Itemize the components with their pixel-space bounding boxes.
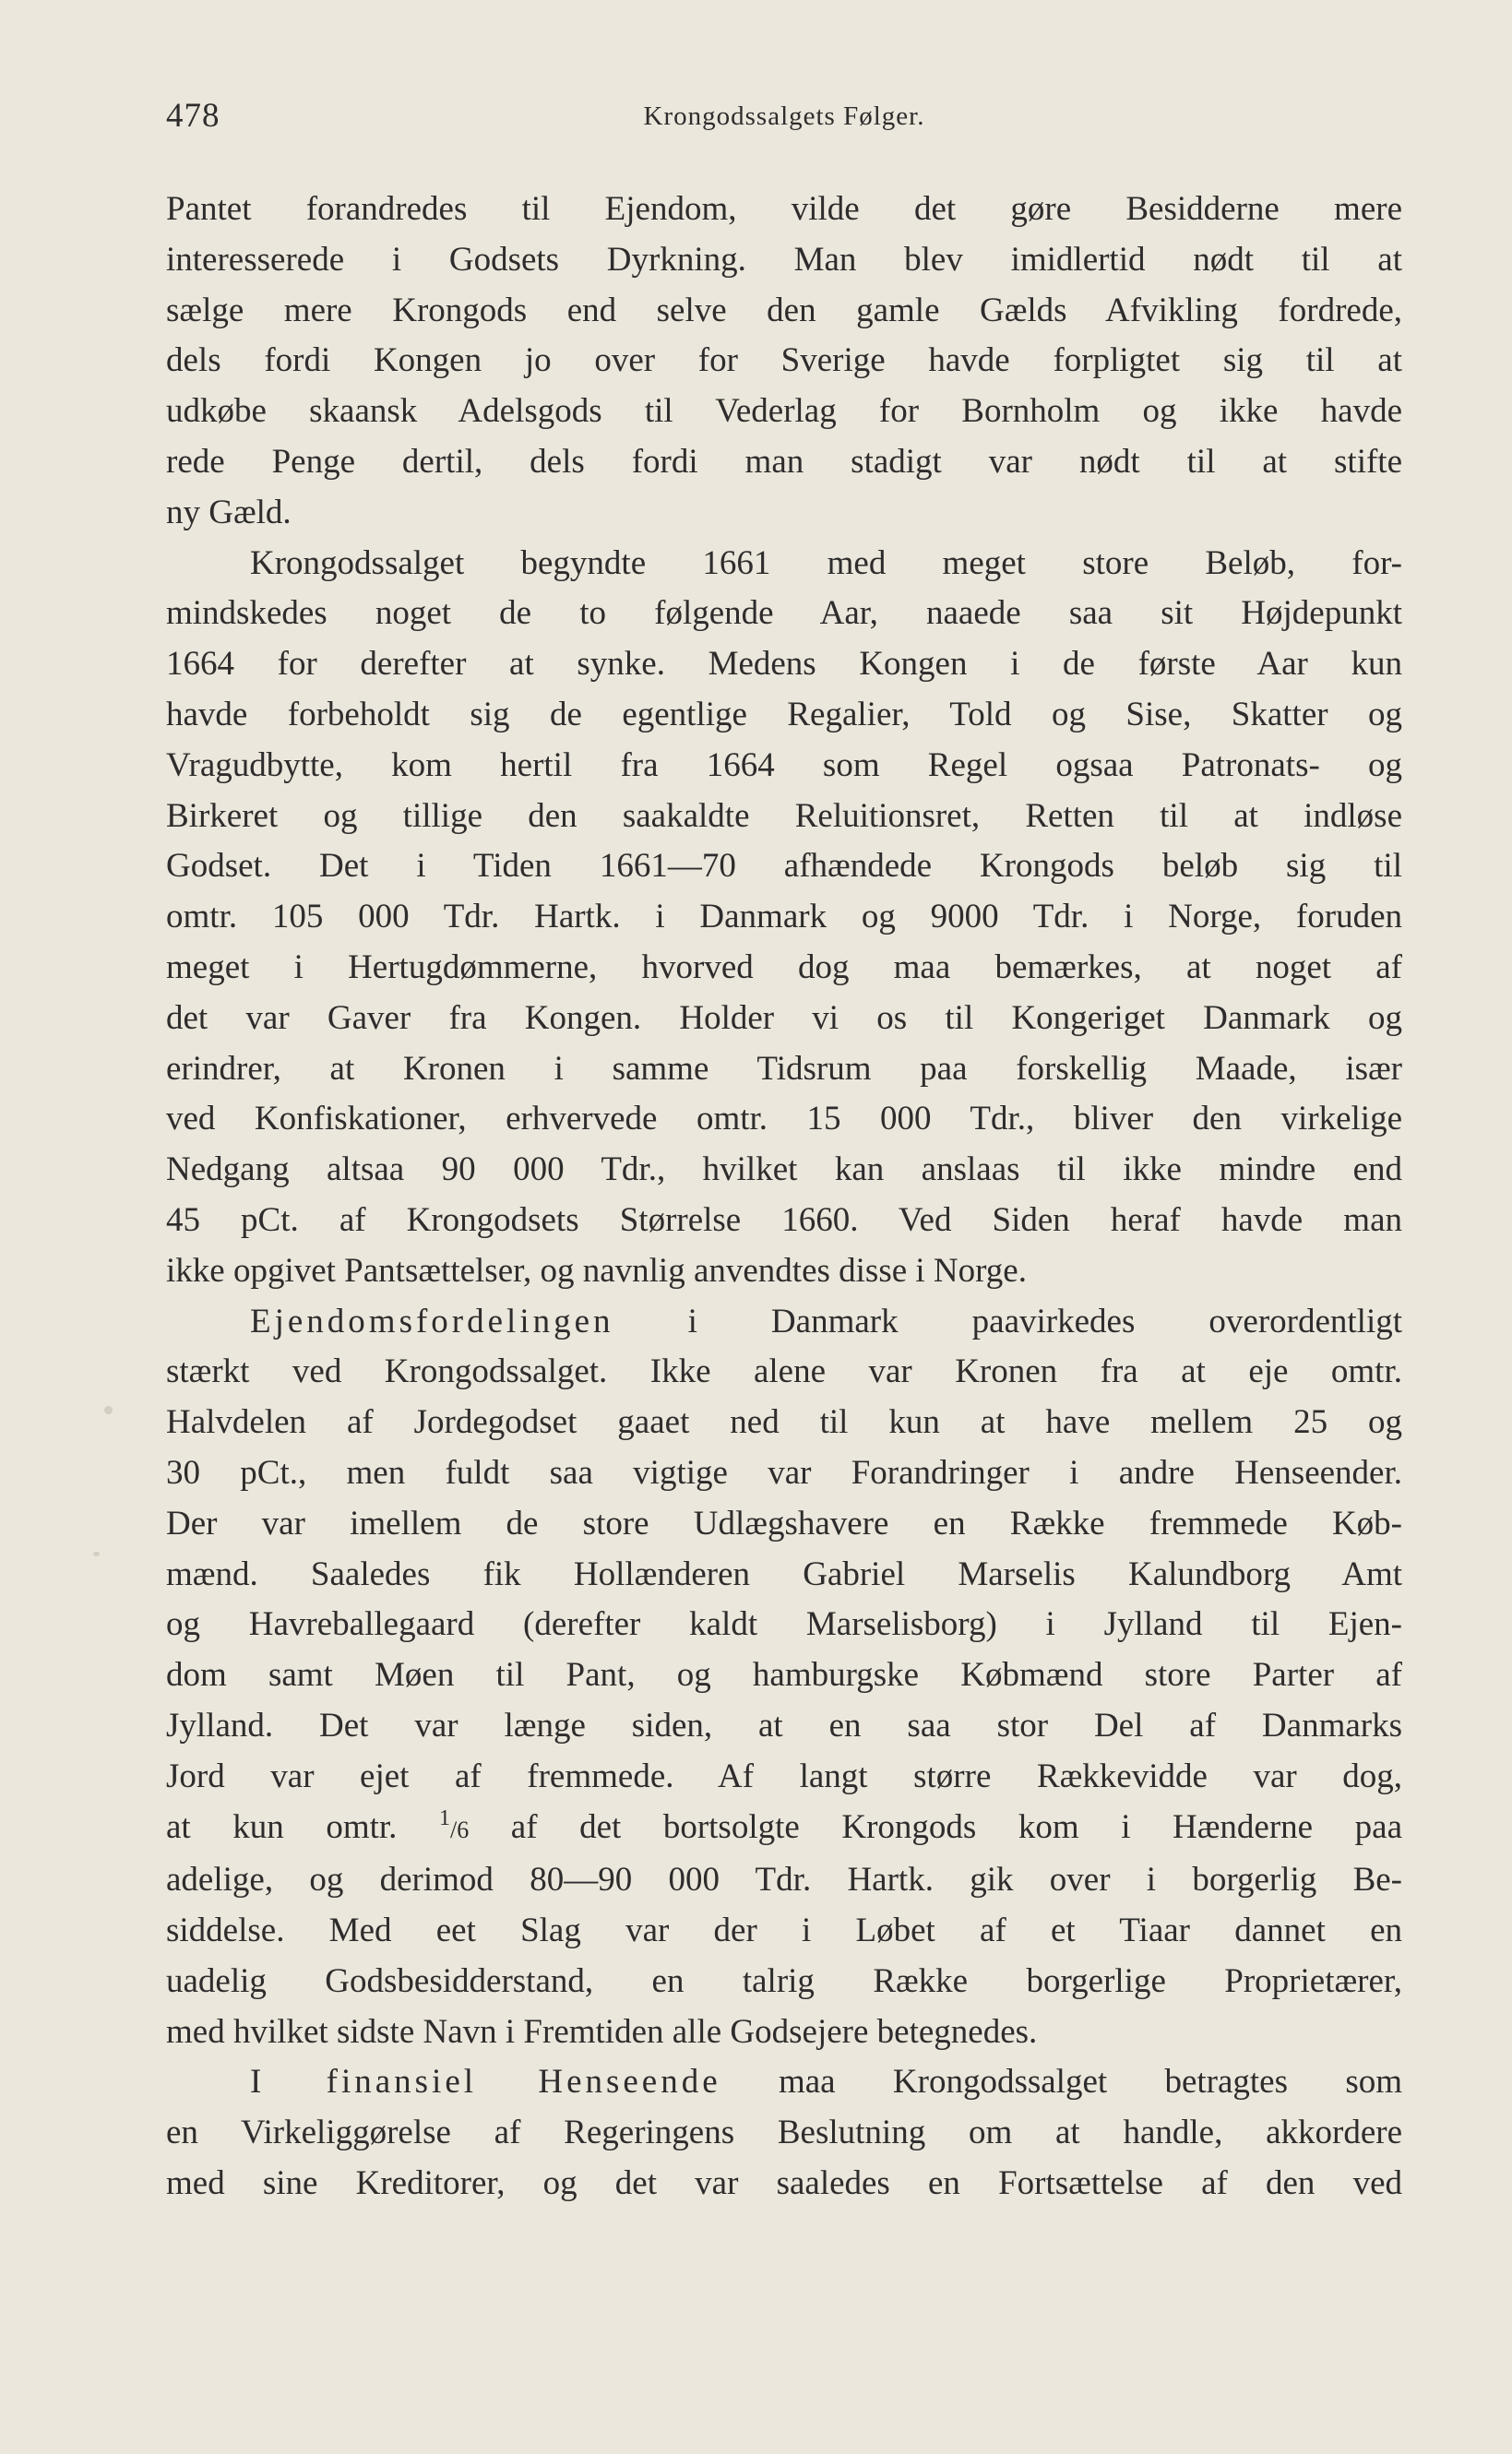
text-line: Godset. Det i Tiden 1661—70 afhændede Krongods beløb sig til [166,847,1402,886]
text-line: uadelig Godsbesidderstand, en talrig Række borgerlige Proprietærer, [166,1961,1402,2000]
text-line: sælge mere Krongods end selve den gamle Gælds Afvikling fordrede, [166,291,1402,329]
fraction-denominator: /6 [449,1816,470,1843]
text-line: Pantet forandredes til Ejendom, vilde det gøre Besidderne mere [166,190,1402,228]
text-line: Halvdelen af Jordegodset gaaet ned til kun at have mellem 25 og [166,1403,1402,1442]
text-line: 45 pCt. af Krongodsets Størrelse 1660. Ved Siden heraf havde man [166,1200,1402,1239]
text-line: meget i Hertugdømmerne, hvorved dog maa bemærkes, at noget af [166,947,1402,986]
text-line: adelige, og derimod 80—90 000 Tdr. Hartk. gik over i borgerlig Be- [166,1861,1402,1900]
text-line: Der var imellem de store Udlægshavere en Række fremmede Køb- [166,1504,1402,1543]
text-line: 1664 for derefter at synke. Medens Kongen i de første Aar kun [166,645,1402,684]
text-line: erindrer, at Kronen i samme Tidsrum paa forskellig Maade, især [166,1049,1402,1088]
paper-speck [104,1406,113,1414]
text-line [166,1803,1402,1856]
text-line: siddelse. Med eet Slag var der i Løbet af et Tiaar dannet en [166,1912,1402,1950]
text-line: Jylland. Det var længe siden, at en saa stor Del af Danmarks [166,1706,1402,1745]
body-text [166,185,1402,2210]
text-line: og Havreballegaard (derefter kaldt Marselisborg) i Jylland til Ejen- [166,1605,1402,1644]
spaced-heading: I finansiel Henseende [250,2063,721,2102]
text-line: det var Gaver fra Kongen. Holder vi os til Kongeriget Danmark og [166,998,1402,1037]
text-line: Vragudbytte, kom hertil fra 1664 som Regel ogsaa Patronats- og [166,745,1402,784]
fraction [438,1805,470,1843]
text-line: Krongodssalget begyndte 1661 med meget store Beløb, for- [250,543,1402,582]
text-line: udkøbe skaansk Adelsgods til Vederlag for Bornholm og ikke havde [166,392,1402,431]
fraction-numerator: 1 [438,1805,450,1830]
text-line: Jord var ejet af fremmede. Af langt større Rækkevidde var dog, [166,1757,1402,1795]
page-number: 478 [166,97,220,135]
text-line: omtr. 105 000 Tdr. Hartk. i Danmark og 9000 Tdr. i Norge, foruden [166,898,1402,936]
text-line: interesserede i Godsets Dyrkning. Man blev imidlertid nødt til at [166,240,1402,279]
text-line: 30 pCt., men fuldt saa vigtige var Forandringer i andre Henseender. [166,1453,1402,1492]
paper-speck [93,1552,100,1556]
text-line: dels fordi Kongen jo over for Sverige havde forpligtet sig til at [166,341,1402,380]
text-line [166,2057,1402,2108]
text-line: mænd. Saaledes fik Hollænderen Gabriel Marselis Kalundborg Amt [166,1555,1402,1593]
text-line: stærkt ved Krongodssalget. Ikke alene var Kronen fra at eje omtr. [166,1352,1402,1391]
text-line: dom samt Møen til Pant, og hamburgske Købmænd store Parter af [166,1656,1402,1695]
text-line: ny Gæld. [166,493,292,531]
text-line: ved Konfiskationer, erhvervede omtr. 15 000 Tdr., bliver den virkelige [166,1100,1402,1138]
text-span: at kun omtr. [166,1807,398,1846]
text-span: i Danmark paavirkedes overordentligt [687,1302,1402,1340]
text-line: med sine Kreditorer, og det var saaledes en Fortsættelse af den ved [166,2164,1402,2203]
text-line: mindskedes noget de to følgende Aar, naaede saa sit Højdepunkt [166,594,1402,633]
text-line: med hvilket sidste Navn i Fremtiden alle Godsejere betegnedes. [166,2012,1038,2051]
text-line [166,1297,1402,1348]
text-span: af det bortsolgte Krongods kom i Hænderne paa [510,1807,1403,1846]
text-line: Nedgang altsaa 90 000 Tdr., hvilket kan anslaas til ikke mindre end [166,1150,1402,1189]
text-line: rede Penge dertil, dels fordi man stadigt var nødt til at stifte [166,442,1402,481]
running-title: Krongodssalgets Følger. [643,101,925,131]
text-line: Birkeret og tillige den saakaldte Reluitionsret, Retten til at indløse [166,796,1402,835]
running-head [166,96,1402,151]
spaced-heading: Ejendomsfordelingen [250,1302,614,1340]
text-line: ikke opgivet Pantsættelser, og navnlig anvendtes disse i Norge. [166,1251,1027,1290]
text-line: havde forbeholdt sig de egentlige Regalier, Told og Sise, Skatter og [166,695,1402,733]
text-span: maa Krongodssalget betragtes som [778,2063,1402,2102]
text-line: en Virkeliggørelse af Regeringens Beslutning om at handle, akkordere [166,2114,1402,2152]
